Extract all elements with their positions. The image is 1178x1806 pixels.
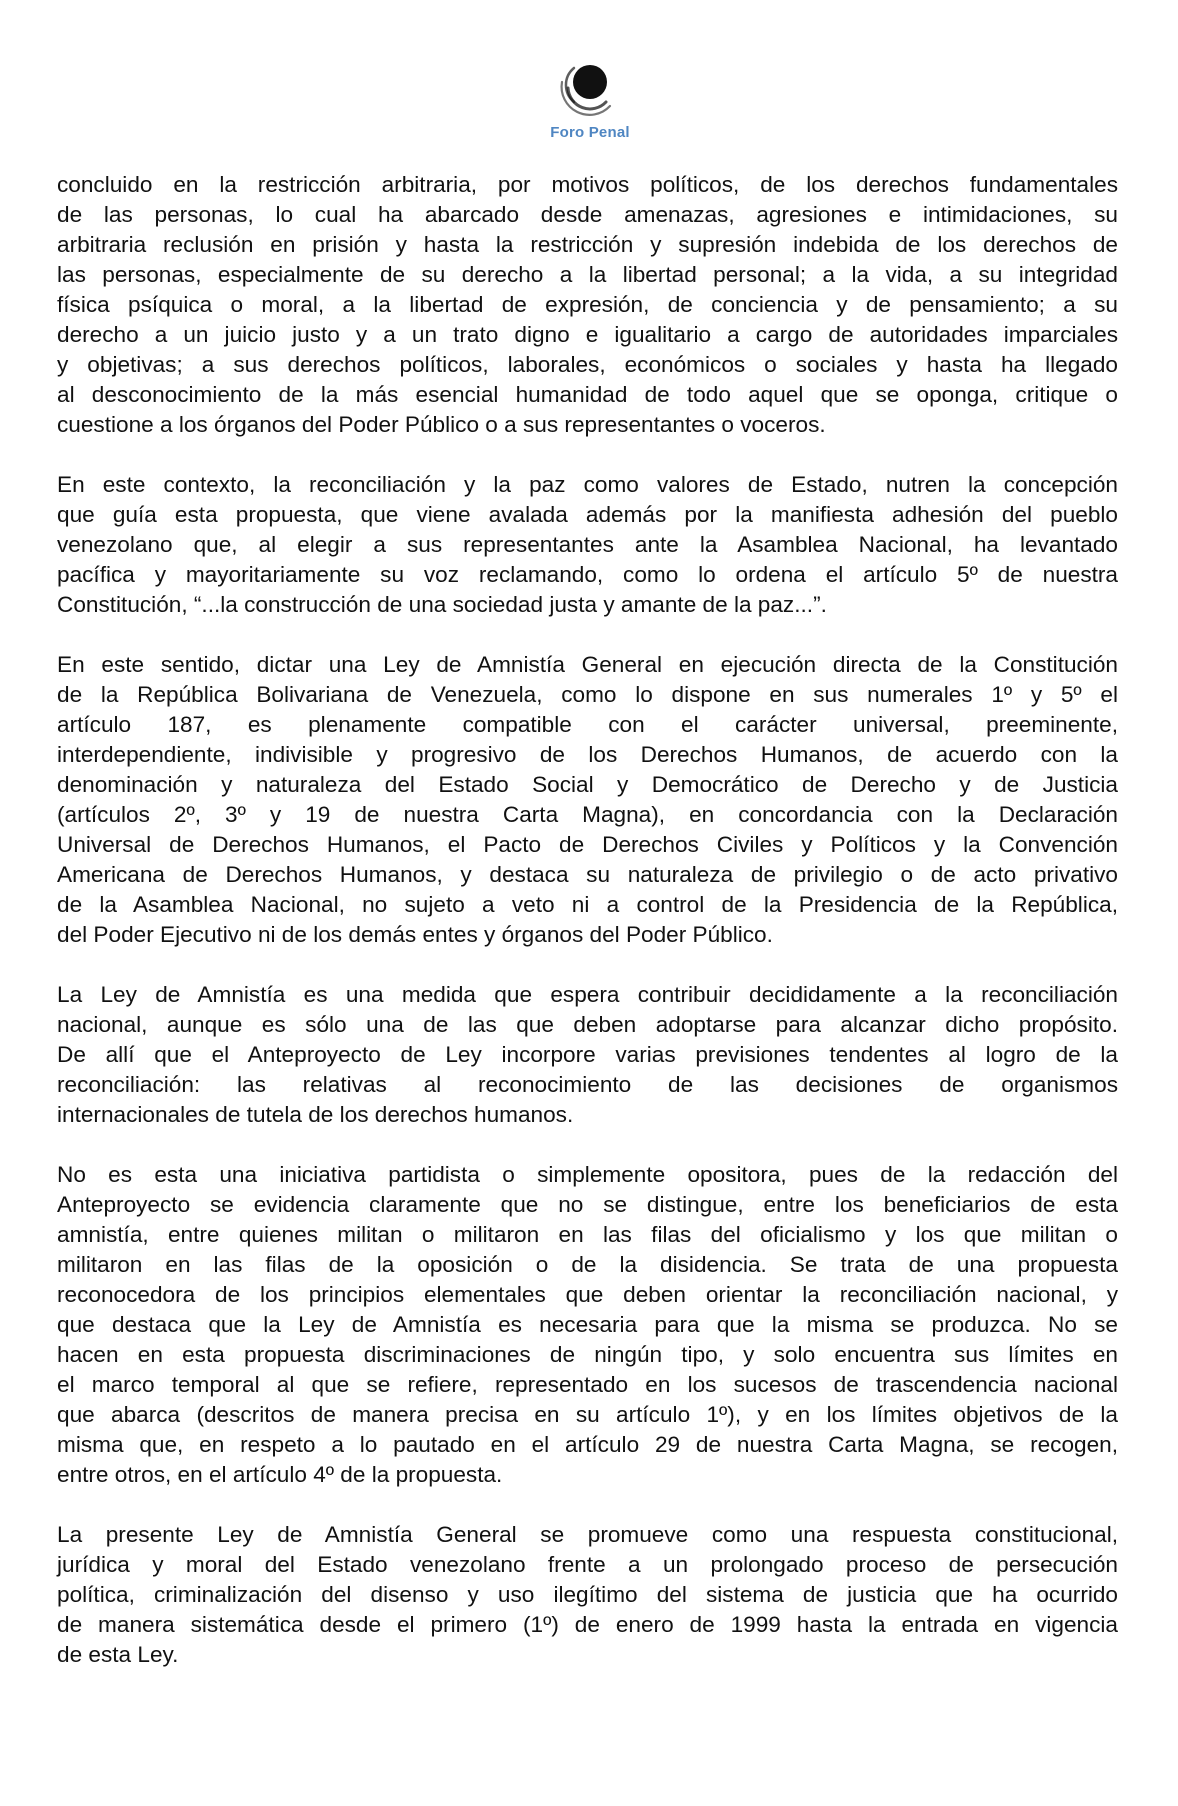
text-line: cuestione a los órganos del Poder Público o a sus representantes o voceros. — [57, 412, 826, 437]
text-line: militaron en las filas de la oposición o de la disidencia. Se trata de una propuesta — [57, 1252, 1118, 1277]
text-line: nacional, aunque es sólo una de las que deben adoptarse para alcanzar dicho propósito. — [57, 1012, 1118, 1037]
text-line: No es esta una iniciativa partidista o simplemente opositora, pues de la redacción del — [57, 1162, 1118, 1187]
paragraph-4 — [57, 980, 1118, 1130]
foro-penal-logo — [540, 58, 640, 146]
text-line: Americana de Derechos Humanos, y destaca su naturaleza de privilegio o de acto privativo — [57, 862, 1118, 887]
text-line: (artículos 2º, 3º y 19 de nuestra Carta Magna), en concordancia con la Declaración — [57, 802, 1118, 827]
text-line: de manera sistemática desde el primero (1º) de enero de 1999 hasta la entrada en vigencia — [57, 1612, 1118, 1637]
text-line: Constitución, “...la construcción de una sociedad justa y amante de la paz...”. — [57, 592, 827, 617]
text-line: de la Asamblea Nacional, no sujeto a veto ni a control de la Presidencia de la República, — [57, 892, 1118, 917]
text-line: misma que, en respeto a lo pautado en el artículo 29 de nuestra Carta Magna, se recogen, — [57, 1432, 1118, 1457]
text-line: entre otros, en el artículo 4º de la propuesta. — [57, 1462, 503, 1487]
text-line: amnistía, entre quienes militan o militaron en las filas del oficialismo y los que militan o — [57, 1222, 1118, 1247]
text-line: La Ley de Amnistía es una medida que espera contribuir decididamente a la reconciliación — [57, 982, 1118, 1007]
text-line: hacen en esta propuesta discriminaciones de ningún tipo, y solo encuentra sus límites en — [57, 1342, 1118, 1367]
text-line: denominación y naturaleza del Estado Social y Democrático de Derecho y de Justicia — [57, 772, 1118, 797]
text-line: interdependiente, indivisible y progresivo de los Derechos Humanos, de acuerdo con la — [57, 742, 1118, 767]
text-line: De allí que el Anteproyecto de Ley incorpore varias previsiones tendentes al logro de la — [57, 1042, 1118, 1067]
text-line: que guía esta propuesta, que viene avalada además por la manifiesta adhesión del pueblo — [57, 502, 1118, 527]
text-line: En este sentido, dictar una Ley de Amnistía General en ejecución directa de la Constitución — [57, 652, 1118, 677]
text-line: política, criminalización del disenso y uso ilegítimo del sistema de justicia que ha ocurrido — [57, 1582, 1118, 1607]
paragraph-2 — [57, 470, 1118, 620]
text-line: y objetivas; a sus derechos políticos, laborales, económicos o sociales y hasta ha llegado — [57, 352, 1118, 377]
text-line: del Poder Ejecutivo ni de los demás entes y órganos del Poder Público. — [57, 922, 773, 947]
text-line: concluido en la restricción arbitraria, por motivos políticos, de los derechos fundamentales — [57, 172, 1118, 197]
text-line: arbitraria reclusión en prisión y hasta la restricción y supresión indebida de los derechos de — [57, 232, 1118, 257]
text-line: al desconocimiento de la más esencial humanidad de todo aquel que se oponga, critique o — [57, 382, 1118, 407]
text-line: derecho a un juicio justo y a un trato digno e igualitario a cargo de autoridades imparciales — [57, 322, 1118, 347]
text-line: de la República Bolivariana de Venezuela, como lo dispone en sus numerales 1º y 5º el — [57, 682, 1118, 707]
text-line: artículo 187, es plenamente compatible con el carácter universal, preeminente, — [57, 712, 1118, 737]
text-line: reconocedora de los principios elementales que deben orientar la reconciliación nacional, y — [57, 1282, 1118, 1307]
text-line: pacífica y mayoritariamente su voz reclamando, como lo ordena el artículo 5º de nuestra — [57, 562, 1118, 587]
text-line: Anteproyecto se evidencia claramente que no se distingue, entre los beneficiarios de esta — [57, 1192, 1118, 1217]
text-line: el marco temporal al que se refiere, representado en los sucesos de trascendencia nacional — [57, 1372, 1118, 1397]
text-line: Universal de Derechos Humanos, el Pacto de Derechos Civiles y Políticos y la Convención — [57, 832, 1118, 857]
text-line: física psíquica o moral, a la libertad de expresión, de conciencia y de pensamiento; a su — [57, 292, 1118, 317]
text-line: venezolano que, al elegir a sus representantes ante la Asamblea Nacional, ha levantado — [57, 532, 1118, 557]
logo-text: Foro Penal — [550, 124, 630, 141]
text-line: internacionales de tutela de los derechos humanos. — [57, 1102, 574, 1127]
paragraph-3 — [57, 650, 1118, 950]
paragraph-5 — [57, 1160, 1118, 1490]
text-line: las personas, especialmente de su derecho a la libertad personal; a la vida, a su integridad — [57, 262, 1118, 287]
foro-penal-logo-icon — [554, 58, 624, 118]
text-line: que destaca que la Ley de Amnistía es necesaria para que la misma se produzca. No se — [57, 1312, 1118, 1337]
text-line: La presente Ley de Amnistía General se promueve como una respuesta constitucional, — [57, 1522, 1118, 1547]
text-line: que abarca (descritos de manera precisa en su artículo 1º), y en los límites objetivos de la — [57, 1402, 1118, 1427]
paragraph-1 — [57, 170, 1118, 440]
text-line: reconciliación: las relativas al reconocimiento de las decisiones de organismos — [57, 1072, 1118, 1097]
paragraph-6 — [57, 1520, 1118, 1670]
text-line: En este contexto, la reconciliación y la paz como valores de Estado, nutren la concepción — [57, 472, 1118, 497]
text-line: de las personas, lo cual ha abarcado desde amenazas, agresiones e intimidaciones, su — [57, 202, 1118, 227]
document-body — [57, 170, 1118, 1700]
text-line: jurídica y moral del Estado venezolano frente a un prolongado proceso de persecución — [57, 1552, 1118, 1577]
text-line: de esta Ley. — [57, 1642, 179, 1667]
